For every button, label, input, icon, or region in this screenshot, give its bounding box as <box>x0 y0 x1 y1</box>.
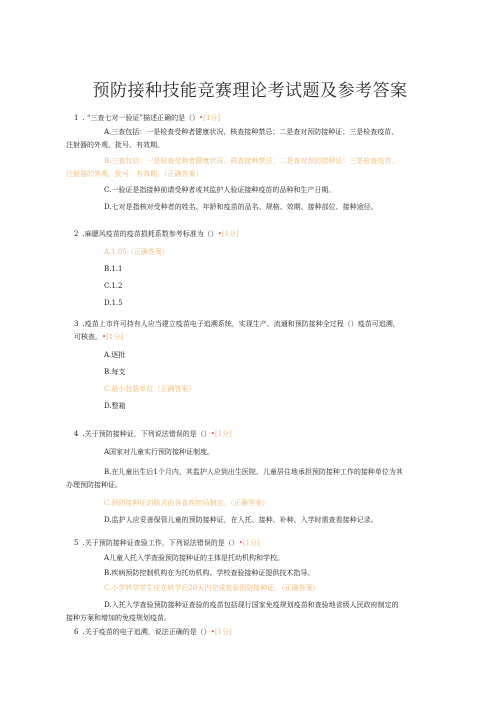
question-number: 1 <box>74 114 79 122</box>
question-stem: .疫苗上市许可持有人应当建立疫苗电子追溯系统，实现生产、流通和预防接种全过程（）疫苗可追溯， <box>82 320 400 328</box>
option-b[interactable]: B.在儿童出生后1个月内，其监护人应到出生医院、儿童居住地承担预防接种工作的接种单位为其 <box>104 468 403 476</box>
score-label: [1分] <box>221 230 239 238</box>
option-d[interactable]: D.1.5 <box>104 299 123 307</box>
option-a[interactable]: A.逐批 <box>104 351 126 359</box>
score-label: [1分] <box>242 539 260 547</box>
score-label: [1分] <box>214 628 232 636</box>
option-a-correct[interactable]: A.1.05（正确答案） <box>104 248 169 256</box>
question-number: 4 <box>74 430 79 438</box>
option-d[interactable]: D.七对是指核对受种者的姓名、年龄和疫苗的品名、规格、效期、接种部位、接种途径。 <box>104 203 378 211</box>
question-number: 3 <box>74 320 79 328</box>
question-stem: .关于疫苗的电子追溯，说法正确的是（） <box>82 628 211 636</box>
question-stem-continued: 可核查。 <box>74 333 102 341</box>
option-a-continued: 注射器的外观、批号、有效期。 <box>66 141 164 149</box>
option-b[interactable]: B.1.1 <box>104 265 123 273</box>
option-c-correct[interactable]: C.预防接种证的格式由各省疾控局制定。（正确答案） <box>104 499 269 507</box>
required-marker: • <box>238 539 243 547</box>
option-a[interactable]: A儿童入托入学查验预防接种证的主体是托幼机构和学校。 <box>104 554 285 562</box>
question-number: 2 <box>74 230 79 238</box>
required-marker: • <box>210 430 215 438</box>
option-b-continued: 注射器的外观、批号、有效期。（正确答案） <box>66 170 203 178</box>
option-a[interactable]: A.三查包括：一是检查受种者健康状况、核查接种禁忌；二是查对预防接种证；三是检查疫苗、 <box>104 128 399 136</box>
score-label: [1分] <box>203 114 221 122</box>
option-d[interactable]: D.入托入学查验预防接种证查验的疫苗包括现行国家免疫规划疫苗和查验地省级人民政府制定的 <box>104 601 399 609</box>
option-d[interactable]: D.整箱 <box>104 402 126 410</box>
option-c[interactable]: C.1.2 <box>104 282 123 290</box>
required-marker: • <box>210 628 215 636</box>
required-marker: • <box>102 333 107 341</box>
option-c-correct[interactable]: C.小学转学学生应在转学后20天内完成查验预防接种证。（正确答案） <box>104 584 320 592</box>
question-stem: . “三查七对一验证”描述正确的是（） <box>82 114 200 122</box>
option-c[interactable]: C.一验证是指接种前请受种者或其监护人验证接种疫苗的品种和生产日期。 <box>104 186 336 194</box>
score-label: [1分] <box>106 333 124 341</box>
option-b-correct[interactable]: B.三查包括：一是检查受种者健康状况、核查接种禁忌；二是查对预防接种证；三是检查疫苗、 <box>104 157 399 165</box>
document-title: 预防接种技能竞赛理论考试题及参考答案 <box>92 81 408 101</box>
option-d-continued: 接种方案和增加的免疫规划疫苗。 <box>66 614 171 622</box>
question-6 <box>74 626 434 639</box>
question-stem: .麻腮风疫苗的疫苗损耗系数参考标准为（） <box>82 230 218 238</box>
required-marker: • <box>217 230 222 238</box>
question-2 <box>74 228 434 241</box>
question-3 <box>74 318 454 331</box>
question-stem: .关于预防接种证查验工作，下列说法错误的是（） <box>82 539 239 547</box>
option-b-continued: 办理预防接种证。 <box>66 481 122 489</box>
question-5 <box>74 537 434 550</box>
score-label: [1分] <box>214 430 232 438</box>
question-number: 6 <box>74 628 79 636</box>
option-a[interactable]: A国家对儿童实行预防接种证制度。 <box>104 448 215 456</box>
required-marker: • <box>199 114 204 122</box>
option-b[interactable]: B.疾病预防控制机构在为托幼机构、学校查验接种证提供技术指导。 <box>104 569 315 577</box>
question-4 <box>74 428 434 441</box>
question-stem: .关于预防接种证，下列说法错误的是（） <box>82 430 211 438</box>
option-d[interactable]: D.监护人应妥善保管儿童的预防接种证，在入托、接种、补种、入学时需查看接种记录。 <box>104 516 378 524</box>
question-1 <box>74 112 434 125</box>
question-3-continued <box>74 331 434 344</box>
question-number: 5 <box>74 539 79 547</box>
option-b[interactable]: B.每支 <box>104 368 126 376</box>
option-c-correct[interactable]: C.最小包装单位（正确答案） <box>104 385 196 393</box>
